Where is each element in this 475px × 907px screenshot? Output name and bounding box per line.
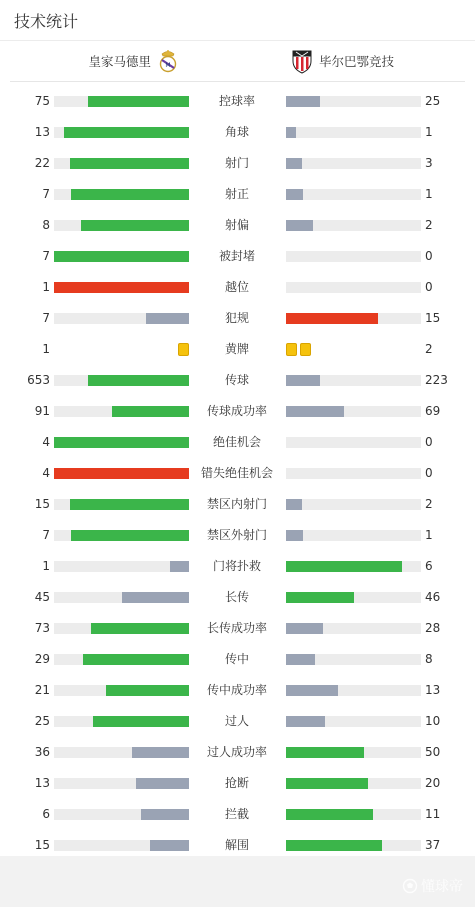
home-bar bbox=[64, 127, 189, 138]
stat-row bbox=[0, 489, 475, 520]
away-value: 10 bbox=[425, 714, 441, 728]
stat-row bbox=[0, 334, 475, 365]
stat-row bbox=[0, 179, 475, 210]
home-value: 7 bbox=[42, 187, 50, 201]
away-bar bbox=[286, 406, 344, 417]
home-value: 15 bbox=[34, 497, 50, 511]
football-icon bbox=[402, 878, 418, 894]
away-bar bbox=[286, 96, 320, 107]
away-value: 28 bbox=[425, 621, 441, 635]
stat-row bbox=[0, 272, 475, 303]
home-bar-track bbox=[54, 592, 189, 603]
home-bar-track bbox=[54, 623, 189, 634]
away-value: 0 bbox=[425, 466, 433, 480]
real-madrid-crest-icon bbox=[157, 48, 179, 74]
stat-label: 控球率 bbox=[218, 94, 255, 108]
home-bar-track bbox=[54, 189, 189, 200]
stat-label: 解围 bbox=[224, 838, 249, 852]
yellow-card-icon bbox=[286, 343, 297, 356]
away-value: 0 bbox=[425, 249, 433, 263]
home-value: 7 bbox=[42, 249, 50, 263]
away-value: 1 bbox=[425, 528, 433, 542]
svg-text:M: M bbox=[165, 62, 171, 69]
home-bar-track bbox=[54, 96, 189, 107]
stat-row bbox=[0, 303, 475, 334]
home-bar-track bbox=[54, 251, 189, 262]
home-value: 25 bbox=[34, 714, 50, 728]
home-bar bbox=[71, 530, 189, 541]
home-bar-track bbox=[54, 282, 189, 293]
home-bar-track bbox=[54, 778, 189, 789]
away-bar bbox=[286, 189, 303, 200]
away-bar-track bbox=[286, 313, 421, 324]
home-value: 7 bbox=[42, 311, 50, 325]
footer bbox=[0, 856, 475, 907]
away-bar bbox=[286, 840, 382, 851]
away-value: 3 bbox=[425, 156, 433, 170]
home-bar bbox=[70, 499, 189, 510]
home-bar bbox=[70, 158, 189, 169]
stat-label: 禁区外射门 bbox=[206, 528, 267, 542]
home-bar-track bbox=[54, 716, 189, 727]
home-bar bbox=[136, 778, 189, 789]
home-value: 73 bbox=[34, 621, 50, 635]
away-value: 37 bbox=[425, 838, 441, 852]
away-bar-track bbox=[286, 840, 421, 851]
home-bar bbox=[88, 96, 189, 107]
stat-label: 拦截 bbox=[224, 807, 249, 821]
home-bar-track bbox=[54, 840, 189, 851]
home-bar bbox=[150, 840, 189, 851]
stat-label: 长传 bbox=[224, 590, 249, 604]
home-bar-track bbox=[54, 127, 189, 138]
stat-row bbox=[0, 706, 475, 737]
teams-header bbox=[10, 41, 465, 82]
stat-row bbox=[0, 582, 475, 613]
away-team-name: 毕尔巴鄂竞技 bbox=[319, 54, 395, 69]
away-bar bbox=[286, 654, 315, 665]
stat-row bbox=[0, 799, 475, 830]
home-value: 6 bbox=[42, 807, 50, 821]
home-bar bbox=[106, 685, 189, 696]
away-bar-track bbox=[286, 406, 421, 417]
stat-label: 禁区内射门 bbox=[206, 497, 267, 511]
away-value: 223 bbox=[425, 373, 448, 387]
stat-label: 门将扑救 bbox=[212, 559, 261, 573]
away-bar bbox=[286, 158, 302, 169]
home-value: 1 bbox=[42, 559, 50, 573]
home-value: 36 bbox=[34, 745, 50, 759]
stat-label: 错失绝佳机会 bbox=[200, 466, 273, 480]
away-value: 1 bbox=[425, 187, 433, 201]
away-bar-track bbox=[286, 158, 421, 169]
home-bar-track bbox=[54, 468, 189, 479]
watermark-text: 懂球帝 bbox=[421, 879, 463, 895]
stat-row bbox=[0, 613, 475, 644]
stat-row bbox=[0, 675, 475, 706]
stat-label: 射门 bbox=[224, 156, 249, 170]
stat-row bbox=[0, 768, 475, 799]
home-value: 13 bbox=[34, 776, 50, 790]
stat-row bbox=[0, 520, 475, 551]
stat-label: 越位 bbox=[224, 280, 249, 294]
page-header bbox=[0, 0, 475, 41]
away-value: 25 bbox=[425, 94, 441, 108]
home-bar-track bbox=[54, 406, 189, 417]
stat-row bbox=[0, 551, 475, 582]
home-value: 13 bbox=[34, 125, 50, 139]
watermark bbox=[402, 876, 463, 896]
away-bar-track bbox=[286, 189, 421, 200]
away-bar bbox=[286, 561, 402, 572]
home-bar-track bbox=[54, 437, 189, 448]
away-bar bbox=[286, 809, 373, 820]
stat-row bbox=[0, 737, 475, 768]
away-value: 50 bbox=[425, 745, 441, 759]
home-bar-track bbox=[54, 375, 189, 386]
home-bar bbox=[170, 561, 189, 572]
home-bar bbox=[54, 251, 189, 262]
stat-row bbox=[0, 210, 475, 241]
home-value: 45 bbox=[34, 590, 50, 604]
away-bar-track bbox=[286, 778, 421, 789]
stat-label: 黄牌 bbox=[224, 342, 249, 356]
away-bar bbox=[286, 623, 323, 634]
away-bar-track bbox=[286, 96, 421, 107]
stat-label: 传中 bbox=[224, 652, 249, 666]
athletic-bilbao-crest-icon bbox=[291, 48, 313, 74]
home-value: 75 bbox=[34, 94, 50, 108]
home-bar-track bbox=[54, 685, 189, 696]
away-value: 2 bbox=[425, 342, 433, 356]
away-bar bbox=[286, 747, 364, 758]
stat-row bbox=[0, 241, 475, 272]
away-bar-track bbox=[286, 809, 421, 820]
home-bar bbox=[91, 623, 189, 634]
away-bar bbox=[286, 716, 325, 727]
home-bar bbox=[54, 468, 189, 479]
stat-row bbox=[0, 427, 475, 458]
stat-row bbox=[0, 458, 475, 489]
away-value: 6 bbox=[425, 559, 433, 573]
away-bar-track bbox=[286, 592, 421, 603]
away-value: 2 bbox=[425, 497, 433, 511]
away-bar bbox=[286, 127, 296, 138]
away-bar-track bbox=[286, 437, 421, 448]
home-value: 29 bbox=[34, 652, 50, 666]
home-bar bbox=[83, 654, 189, 665]
yellow-card-icon bbox=[300, 343, 311, 356]
home-value: 653 bbox=[27, 373, 50, 387]
home-value: 1 bbox=[42, 280, 50, 294]
home-bar bbox=[122, 592, 189, 603]
away-bar bbox=[286, 685, 338, 696]
stat-label: 长传成功率 bbox=[206, 621, 267, 635]
home-bar bbox=[112, 406, 189, 417]
home-value: 91 bbox=[34, 404, 50, 418]
home-bar-track bbox=[54, 158, 189, 169]
home-bar bbox=[93, 716, 189, 727]
away-bar bbox=[286, 375, 320, 386]
home-bar-track bbox=[54, 809, 189, 820]
away-value: 46 bbox=[425, 590, 441, 604]
stat-label: 射偏 bbox=[224, 218, 249, 232]
home-bar bbox=[54, 282, 189, 293]
away-value: 2 bbox=[425, 218, 433, 232]
home-bar bbox=[71, 189, 189, 200]
home-bar bbox=[88, 375, 189, 386]
away-value: 69 bbox=[425, 404, 441, 418]
away-value: 0 bbox=[425, 280, 433, 294]
away-bar-track bbox=[286, 685, 421, 696]
away-bar-track bbox=[286, 468, 421, 479]
stat-label: 犯规 bbox=[224, 311, 249, 325]
home-value: 15 bbox=[34, 838, 50, 852]
home-value: 4 bbox=[42, 435, 50, 449]
away-bar-track bbox=[286, 251, 421, 262]
home-value: 7 bbox=[42, 528, 50, 542]
away-bar bbox=[286, 592, 354, 603]
home-bar-track bbox=[54, 313, 189, 324]
away-value: 1 bbox=[425, 125, 433, 139]
home-team-name: 皇家马德里 bbox=[88, 54, 151, 69]
away-bar bbox=[286, 499, 302, 510]
stat-label: 被封堵 bbox=[218, 249, 255, 263]
stat-row bbox=[0, 365, 475, 396]
home-bar bbox=[146, 313, 189, 324]
home-bar bbox=[81, 220, 189, 231]
home-team[interactable] bbox=[88, 41, 179, 81]
away-bar-track bbox=[286, 561, 421, 572]
away-cards bbox=[286, 343, 311, 356]
stat-label: 抢断 bbox=[224, 776, 249, 790]
stat-label: 传中成功率 bbox=[206, 683, 267, 697]
stats-list bbox=[0, 86, 475, 861]
away-bar-track bbox=[286, 623, 421, 634]
stat-row bbox=[0, 117, 475, 148]
away-bar-track bbox=[286, 747, 421, 758]
away-bar-track bbox=[286, 220, 421, 231]
yellow-card-icon bbox=[178, 343, 189, 356]
stat-row bbox=[0, 148, 475, 179]
away-bar-track bbox=[286, 530, 421, 541]
home-value: 22 bbox=[34, 156, 50, 170]
home-bar bbox=[54, 437, 189, 448]
home-bar-track bbox=[54, 530, 189, 541]
stat-label: 传球 bbox=[224, 373, 249, 387]
stat-label: 过人 bbox=[224, 714, 249, 728]
stat-label: 过人成功率 bbox=[206, 745, 267, 759]
away-bar-track bbox=[286, 499, 421, 510]
stat-row bbox=[0, 644, 475, 675]
stat-row bbox=[0, 86, 475, 117]
away-value: 11 bbox=[425, 807, 441, 821]
home-value: 1 bbox=[42, 342, 50, 356]
home-bar-track bbox=[54, 220, 189, 231]
home-bar bbox=[132, 747, 189, 758]
home-value: 4 bbox=[42, 466, 50, 480]
away-team[interactable] bbox=[291, 41, 394, 81]
home-cards bbox=[178, 343, 189, 356]
away-bar-track bbox=[286, 282, 421, 293]
away-bar-track bbox=[286, 654, 421, 665]
home-bar-track bbox=[54, 747, 189, 758]
away-value: 13 bbox=[425, 683, 441, 697]
home-bar-track bbox=[54, 499, 189, 510]
stat-row bbox=[0, 396, 475, 427]
home-bar-track bbox=[54, 561, 189, 572]
stat-label: 绝佳机会 bbox=[212, 435, 261, 449]
home-value: 21 bbox=[34, 683, 50, 697]
home-value: 8 bbox=[42, 218, 50, 232]
away-bar bbox=[286, 220, 313, 231]
stat-label: 射正 bbox=[224, 187, 249, 201]
away-bar-track bbox=[286, 375, 421, 386]
page-title: 技术统计 bbox=[14, 11, 79, 31]
away-bar-track bbox=[286, 716, 421, 727]
away-bar bbox=[286, 313, 378, 324]
stat-label: 传球成功率 bbox=[206, 404, 267, 418]
away-bar-track bbox=[286, 127, 421, 138]
away-value: 15 bbox=[425, 311, 441, 325]
home-bar bbox=[141, 809, 189, 820]
home-bar-track bbox=[54, 654, 189, 665]
away-value: 8 bbox=[425, 652, 433, 666]
away-value: 20 bbox=[425, 776, 441, 790]
away-bar bbox=[286, 778, 368, 789]
away-value: 0 bbox=[425, 435, 433, 449]
stat-label: 角球 bbox=[224, 125, 249, 139]
away-bar bbox=[286, 530, 303, 541]
